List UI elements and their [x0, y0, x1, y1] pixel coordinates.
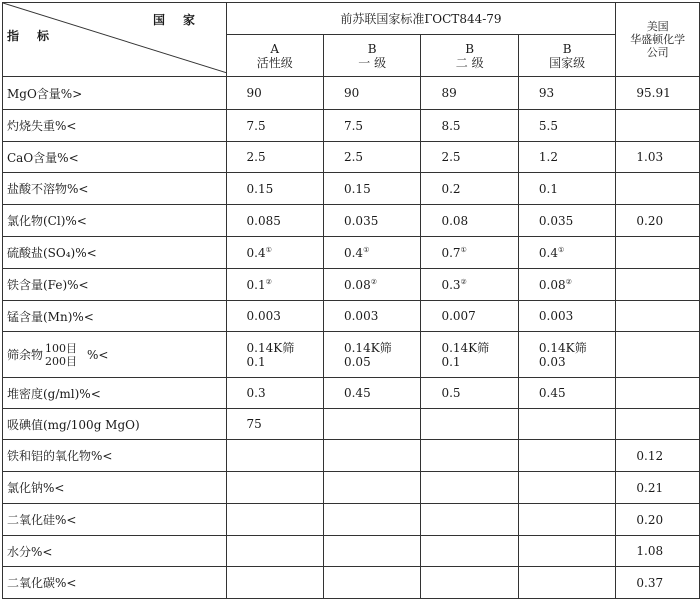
soviet-value-cell: 8.5	[421, 110, 518, 142]
footnote-mark: ①	[460, 245, 467, 254]
soviet-value-cell: 0.45	[323, 378, 420, 409]
soviet-value-cell	[421, 409, 518, 440]
country-label: 国家	[153, 13, 214, 27]
soviet-value-cell: 2.5	[226, 142, 323, 173]
soviet-value-cell: 0.4①	[323, 237, 420, 269]
row-label: 二氧化碳%<	[3, 567, 227, 599]
soviet-value-cell: 7.5	[323, 110, 420, 142]
table-row	[3, 301, 700, 332]
usa-value-cell: 0.20	[616, 504, 700, 536]
footnote-mark: ②	[565, 277, 572, 286]
soviet-value-cell: 1.2	[518, 142, 615, 173]
footnote-mark: ②	[460, 277, 467, 286]
header-diagonal-cell	[3, 3, 227, 77]
soviet-value-cell	[518, 472, 615, 504]
grade-name: 二 级	[455, 55, 484, 70]
soviet-value-cell: 0.003	[323, 301, 420, 332]
grade-name: 活性级	[256, 55, 293, 70]
usa-value-cell	[616, 173, 700, 205]
usa-value-cell: 0.37	[616, 567, 700, 599]
table-row	[3, 536, 700, 567]
soviet-value-cell	[421, 536, 518, 567]
footnote-mark: ①	[265, 245, 272, 254]
soviet-value-cell: 0.007	[421, 301, 518, 332]
soviet-value-cell	[421, 440, 518, 472]
soviet-value-cell	[323, 409, 420, 440]
row-label: CaO含量%<	[3, 142, 227, 173]
grade-letter: B	[465, 41, 475, 56]
row-label: 铁含量(Fe)%<	[3, 269, 227, 301]
usa-value-cell	[616, 378, 700, 409]
soviet-value-cell: 0.4①	[518, 237, 615, 269]
soviet-value-cell	[226, 567, 323, 599]
table-row	[3, 378, 700, 409]
soviet-value-cell	[323, 567, 420, 599]
usa-value-cell	[616, 269, 700, 301]
grade-letter: B	[562, 41, 572, 56]
row-label: 二氧化硅%<	[3, 504, 227, 536]
soviet-value-cell: 0.08	[421, 205, 518, 237]
table-row	[3, 567, 700, 599]
footnote-mark: ①	[558, 245, 565, 254]
soviet-value-cell	[518, 504, 615, 536]
soviet-value-cell: 0.003	[226, 301, 323, 332]
soviet-value-cell	[323, 440, 420, 472]
usa-value-cell: 1.08	[616, 536, 700, 567]
soviet-value-cell	[226, 536, 323, 567]
soviet-value-cell: 0.15	[226, 173, 323, 205]
soviet-value-cell: 2.5	[421, 142, 518, 173]
table-row	[3, 504, 700, 536]
usa-value-cell: 0.21	[616, 472, 700, 504]
soviet-value-cell: 89	[421, 77, 518, 110]
soviet-value-cell	[421, 472, 518, 504]
soviet-value-cell	[421, 504, 518, 536]
soviet-value-cell: 0.3②	[421, 269, 518, 301]
grade-name: 一 级	[358, 55, 387, 70]
soviet-value-cell	[226, 504, 323, 536]
row-label: 硫酸盐(SO₄)%<	[3, 237, 227, 269]
grade-header	[323, 35, 420, 77]
soviet-value-cell	[518, 567, 615, 599]
soviet-value-cell: 90	[323, 77, 420, 110]
usa-value-cell: 1.03	[616, 142, 700, 173]
row-label: MgO含量%>	[3, 77, 227, 110]
usa-value-cell	[616, 237, 700, 269]
soviet-value-cell	[323, 504, 420, 536]
index-label: 指标	[7, 29, 68, 43]
row-label: 锰含量(Mn)%<	[3, 301, 227, 332]
soviet-value-cell	[226, 440, 323, 472]
soviet-value-cell: 0.5	[421, 378, 518, 409]
soviet-value-cell: 0.085	[226, 205, 323, 237]
soviet-value-cell: 0.45	[518, 378, 615, 409]
soviet-value-cell: 0.15	[323, 173, 420, 205]
row-label: 堆密度(g/ml)%<	[3, 378, 227, 409]
usa-value-cell	[616, 409, 700, 440]
grade-header	[421, 35, 518, 77]
soviet-value-cell: 0.14K筛 0.1	[421, 332, 518, 378]
table-row	[3, 440, 700, 472]
grade-name: 国家级	[549, 55, 586, 70]
row-label: 氯化物(Cl)%<	[3, 205, 227, 237]
soviet-value-cell	[518, 440, 615, 472]
soviet-value-cell: 0.14K筛 0.03	[518, 332, 615, 378]
soviet-value-cell: 0.1②	[226, 269, 323, 301]
soviet-value-cell: 0.14K筛 0.05	[323, 332, 420, 378]
soviet-standard-title: 前苏联国家标准ГОСТ844-79	[226, 3, 616, 35]
grade-header	[518, 35, 615, 77]
table-row	[3, 173, 700, 205]
soviet-value-cell: 0.14K筛 0.1	[226, 332, 323, 378]
soviet-value-cell: 7.5	[226, 110, 323, 142]
table-row	[3, 332, 700, 378]
soviet-value-cell	[518, 409, 615, 440]
row-label: 灼烧失重%<	[3, 110, 227, 142]
usa-company-header: 美国 华盛顿化学 公司	[616, 3, 700, 77]
soviet-value-cell: 0.035	[323, 205, 420, 237]
usa-value-cell: 0.20	[616, 205, 700, 237]
soviet-value-cell: 0.4①	[226, 237, 323, 269]
row-label: 水分%<	[3, 536, 227, 567]
row-label: 吸碘值(mg/100g MgO)	[3, 409, 227, 440]
standards-table	[2, 2, 700, 599]
soviet-value-cell	[323, 472, 420, 504]
footnote-mark: ②	[370, 277, 377, 286]
footnote-mark: ①	[363, 245, 370, 254]
soviet-value-cell	[323, 536, 420, 567]
table-row	[3, 269, 700, 301]
grade-letter: B	[367, 41, 377, 56]
row-label: 盐酸不溶物%<	[3, 173, 227, 205]
soviet-value-cell: 0.1	[518, 173, 615, 205]
soviet-value-cell: 0.035	[518, 205, 615, 237]
table-row	[3, 409, 700, 440]
soviet-value-cell: 0.003	[518, 301, 615, 332]
soviet-value-cell: 90	[226, 77, 323, 110]
table-row	[3, 77, 700, 110]
soviet-value-cell	[421, 567, 518, 599]
soviet-value-cell: 93	[518, 77, 615, 110]
usa-value-cell: 0.12	[616, 440, 700, 472]
soviet-value-cell: 75	[226, 409, 323, 440]
soviet-value-cell: 0.08②	[518, 269, 615, 301]
table-row	[3, 237, 700, 269]
usa-value-cell: 95.91	[616, 77, 700, 110]
soviet-value-cell	[226, 472, 323, 504]
row-label: 铁和铝的氧化物%<	[3, 440, 227, 472]
grade-header	[226, 35, 323, 77]
soviet-value-cell: 0.2	[421, 173, 518, 205]
footnote-mark: ②	[265, 277, 272, 286]
usa-value-cell	[616, 110, 700, 142]
row-label: 氯化钠%<	[3, 472, 227, 504]
table-row	[3, 205, 700, 237]
soviet-value-cell: 0.08②	[323, 269, 420, 301]
soviet-value-cell: 2.5	[323, 142, 420, 173]
soviet-value-cell	[518, 536, 615, 567]
soviet-value-cell: 0.7①	[421, 237, 518, 269]
grade-letter: A	[270, 41, 280, 56]
soviet-value-cell: 0.3	[226, 378, 323, 409]
table-row	[3, 472, 700, 504]
row-label: 筛余物 100目 200目 %<	[3, 332, 227, 378]
table-row	[3, 142, 700, 173]
soviet-value-cell: 5.5	[518, 110, 615, 142]
usa-value-cell	[616, 301, 700, 332]
table-row	[3, 110, 700, 142]
usa-value-cell	[616, 332, 700, 378]
